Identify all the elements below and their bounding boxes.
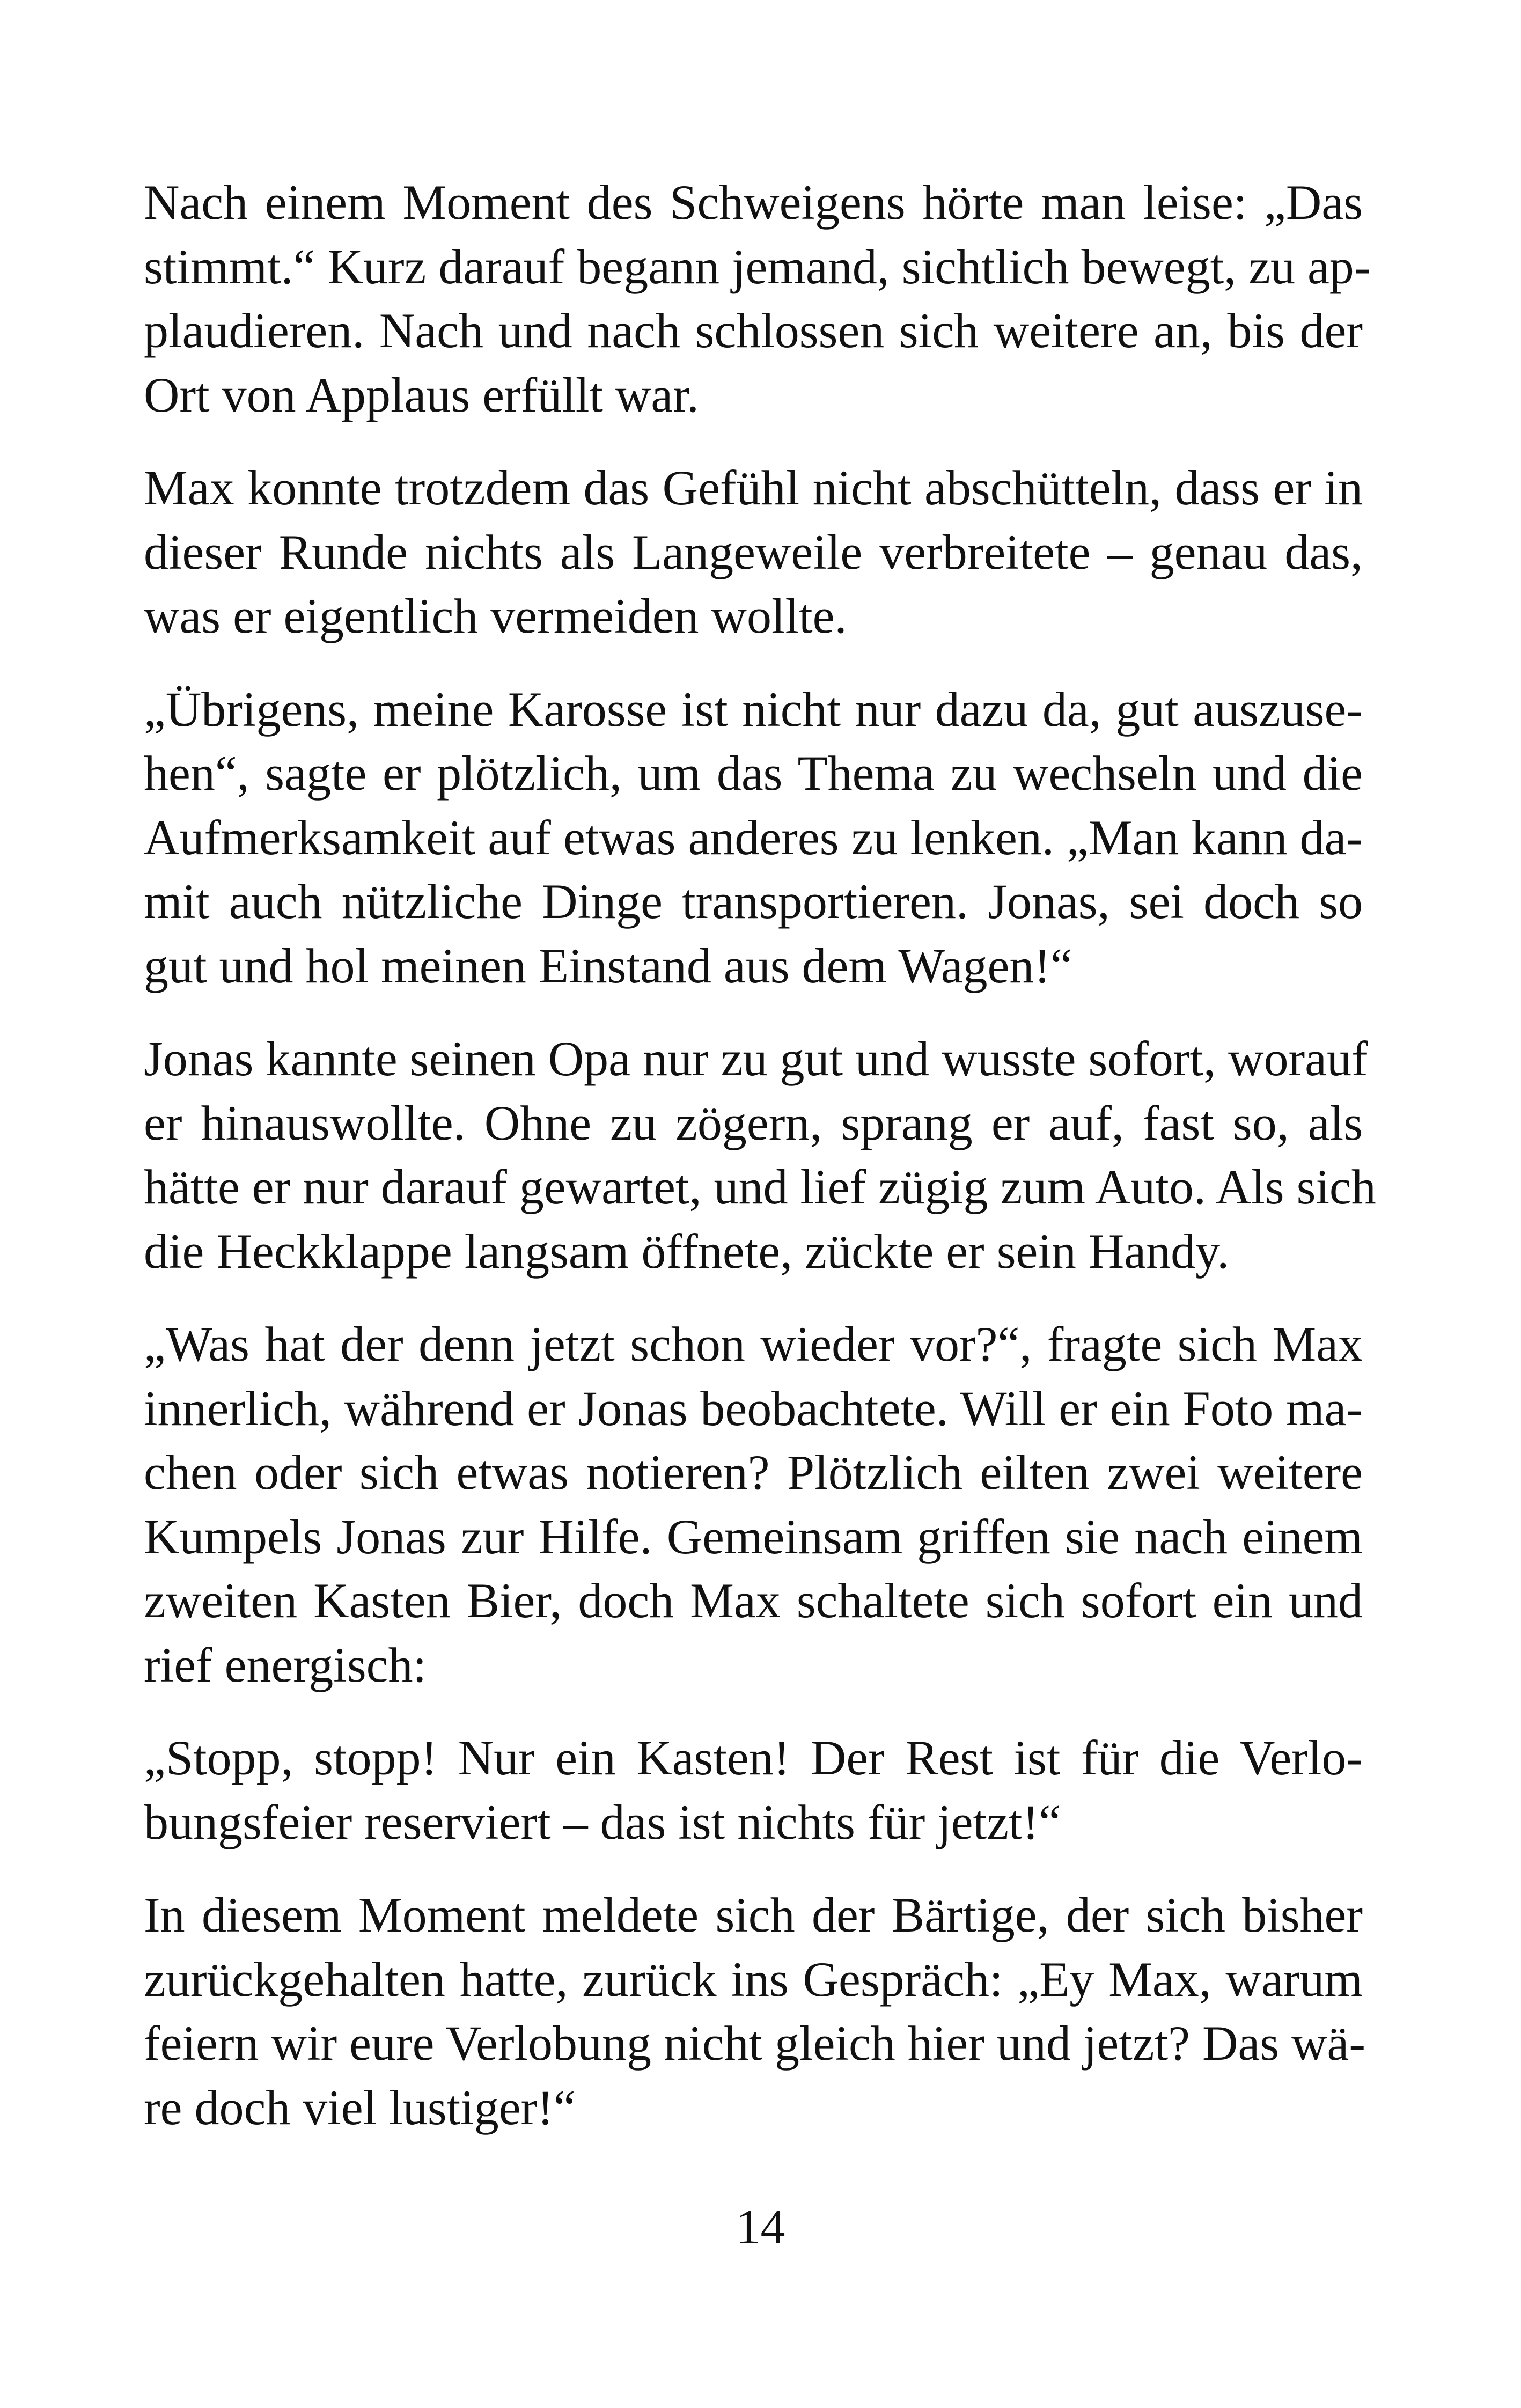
text-line: die Heckklappe langsam öffnete, zückte er sein Handy. (144, 1223, 1230, 1279)
paragraph-4 (144, 1027, 1376, 1283)
text-line: „Übrigens, meine Karosse ist nicht nur dazu da, gut auszuse- (144, 681, 1363, 737)
text-line: dieser Runde nichts als Langeweile verbreitete – genau das, (144, 524, 1363, 579)
text-line: „Was hat der denn jetzt schon wieder vor?“, fragte sich Max (144, 1317, 1363, 1371)
body-text (144, 171, 1376, 2169)
paragraph-6 (144, 1726, 1363, 1854)
text-line: zweiten Kasten Bier, doch Max schaltete sich sofort ein und (144, 1573, 1363, 1628)
text-line: was er eigentlich vermeiden wollte. (144, 589, 847, 643)
text-line: rief energisch: (144, 1637, 427, 1692)
text-line: Ort von Applaus erfüllt war. (144, 367, 699, 422)
page-number: 14 (736, 2199, 785, 2254)
paragraph-7 (144, 1883, 1363, 2140)
text-line: bungsfeier reserviert – das ist nichts für jetzt!“ (144, 1794, 1061, 1849)
text-line: zurückgehalten hatte, zurück ins Gespräch: „Ey Max, warum (144, 1951, 1363, 2007)
text-line: „Stopp, stopp! Nur ein Kasten! Der Rest ist für die Verlo- (144, 1730, 1363, 1785)
text-line: Max konnte trotzdem das Gefühl nicht abschütteln, dass er in (144, 460, 1363, 515)
text-line: mit auch nützliche Dinge transportieren. Jonas, sei doch so (144, 874, 1363, 929)
text-line: hen“, sagte er plötzlich, um das Thema zu wechseln und die (144, 746, 1363, 801)
text-line: In diesem Moment meldete sich der Bärtige, der sich bisher (144, 1888, 1363, 1942)
text-line: plaudieren. Nach und nach schlossen sich weitere an, bis der (144, 303, 1363, 358)
text-line: innerlich, während er Jonas beobachtete. Will er ein Foto ma- (144, 1381, 1363, 1436)
text-line: Kumpels Jonas zur Hilfe. Gemeinsam griffen sie nach einem (144, 1509, 1363, 1564)
text-line: Nach einem Moment des Schweigens hörte man leise: „Das (144, 175, 1363, 230)
text-line: Jonas kannte seinen Opa nur zu gut und wusste sofort, worauf (144, 1031, 1368, 1086)
text-line: gut und hol meinen Einstand aus dem Wagen!“ (144, 938, 1072, 993)
text-line: re doch viel lustiger!“ (144, 2080, 576, 2135)
text-line: stimmt.“ Kurz darauf begann jemand, sichtlich bewegt, zu ap- (144, 239, 1371, 294)
text-line: chen oder sich etwas notieren? Plötzlich eilten zwei weitere (144, 1445, 1363, 1500)
paragraph-5 (144, 1312, 1363, 1697)
text-line: Aufmerksamkeit auf etwas anderes zu lenken. „Man kann da- (144, 810, 1363, 865)
text-line: feiern wir eure Verlobung nicht gleich hier und jetzt? Das wä- (144, 2016, 1365, 2071)
paragraph-2 (144, 456, 1363, 649)
paragraph-3 (144, 678, 1363, 999)
text-line: er hinauswollte. Ohne zu zögern, sprang er auf, fast so, als (144, 1095, 1363, 1150)
text-line: hätte er nur darauf gewartet, und lief zügig zum Auto. Als sich (144, 1159, 1376, 1214)
paragraph-1 (144, 171, 1371, 427)
